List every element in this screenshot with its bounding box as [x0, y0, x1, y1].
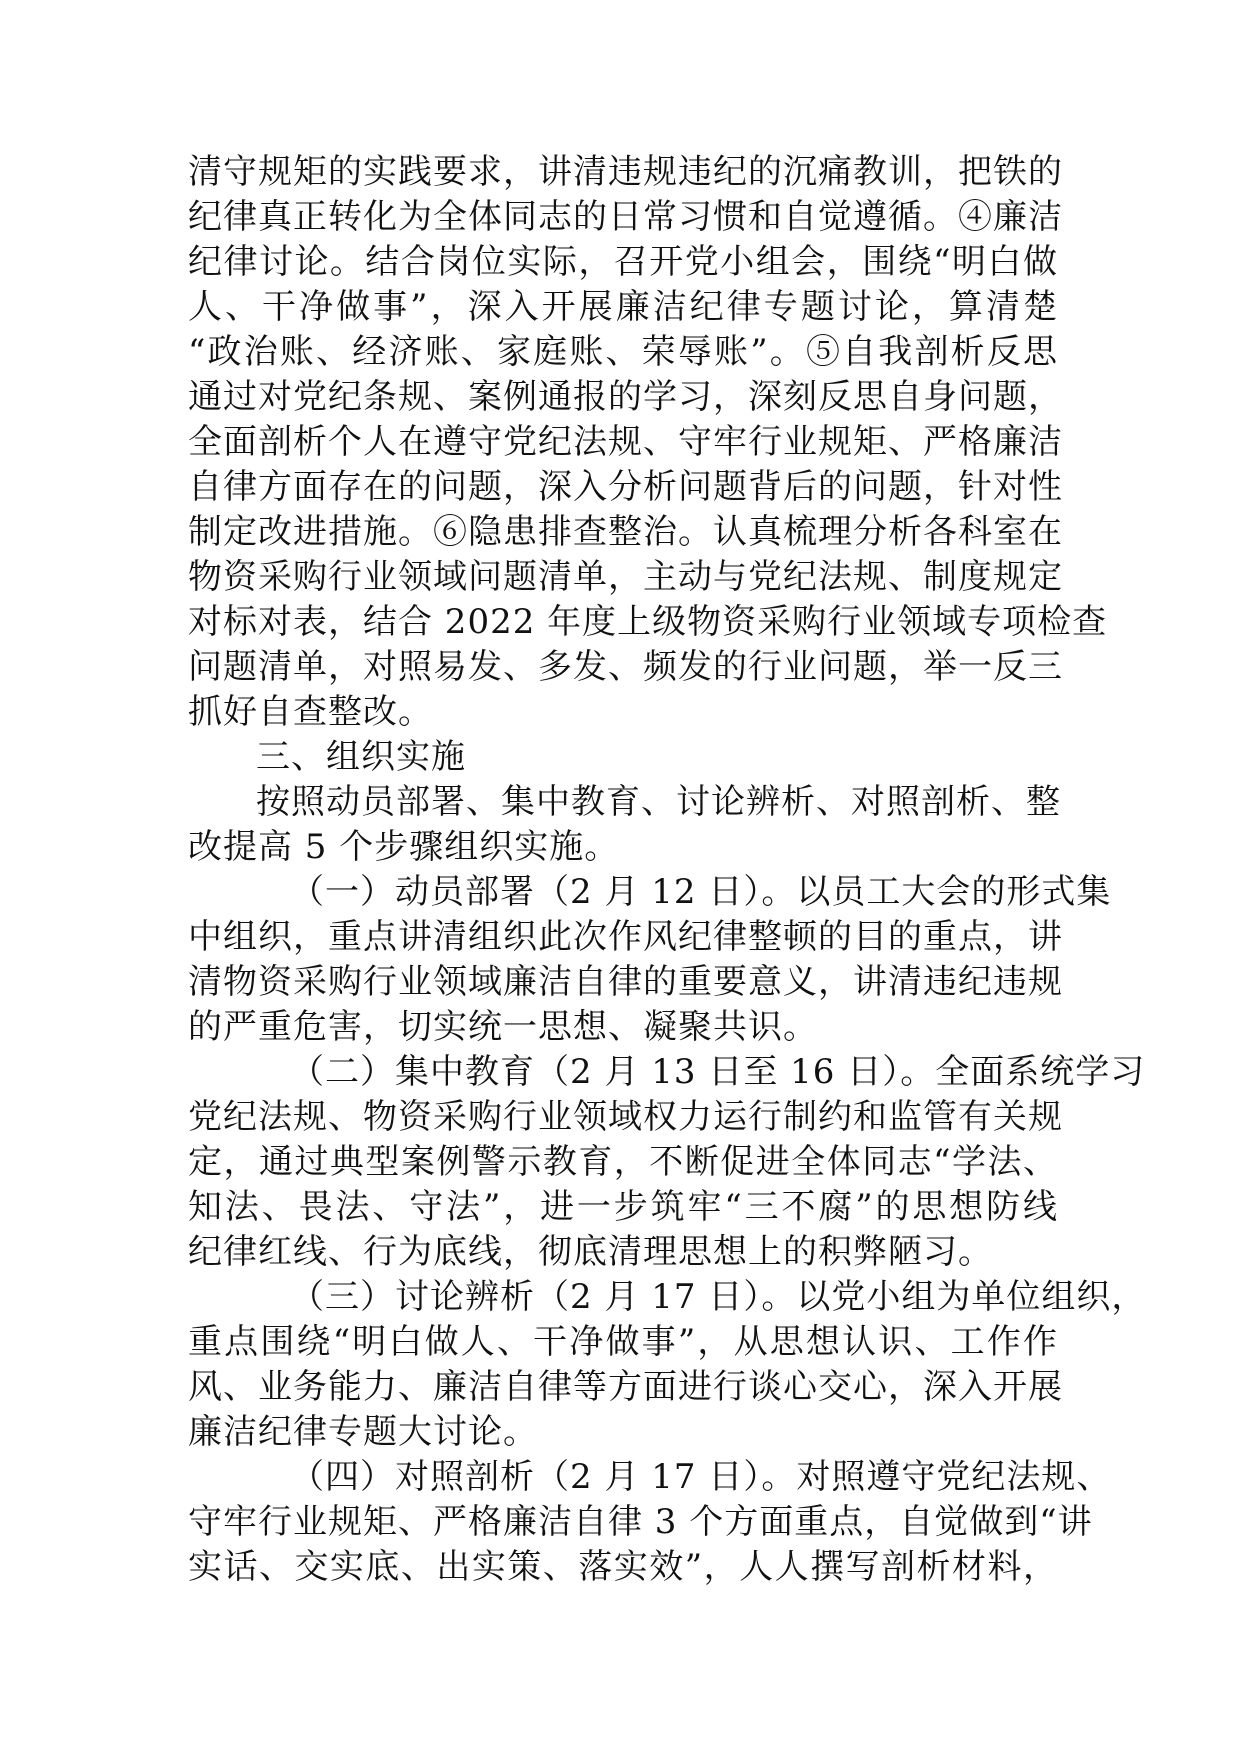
subsection-heading-line: （一）动员部署（2 月 12 日）。以员工大会的形式集: [290, 872, 1112, 912]
body-text-line: 纪律真正转化为全体同志的日常习惯和自觉遵循。④廉洁: [188, 197, 1063, 237]
body-text-line: 清物资采购行业领域廉洁自律的重要意义，讲清违纪违规: [188, 962, 1063, 1002]
body-text-line: 制定改进措施。⑥隐患排查整治。认真梳理分析各科室在: [188, 512, 1063, 552]
body-text-line: 对标对表，结合 2022 年度上级物资采购行业领域专项检查: [188, 602, 1108, 642]
body-text-line: 全面剖析个人在遵守党纪法规、守牢行业规矩、严格廉洁: [188, 422, 1063, 462]
body-text-line: 廉洁纪律专题大讨论。: [188, 1412, 538, 1452]
body-text-line: 抓好自查整改。: [188, 692, 433, 732]
body-text-line: 纪律红线、行为底线，彻底清理思想上的积弊陋习。: [188, 1232, 993, 1272]
body-text-line: 按照动员部署、集中教育、讨论辨析、对照剖析、整: [256, 782, 1061, 822]
subsection-heading-line: （二）集中教育（2 月 13 日至 16 日）。全面系统学习: [290, 1052, 1146, 1092]
body-text-line: 定，通过典型案例警示教育，不断促进全体同志“学法、: [188, 1142, 1058, 1182]
subsection-heading-line: （四）对照剖析（2 月 17 日）。对照遵守党纪法规、: [290, 1457, 1112, 1497]
body-text-line: 清守规矩的实践要求，讲清违规违纪的沉痛教训，把铁的: [188, 152, 1063, 192]
body-text-line: 问题清单，对照易发、多发、频发的行业问题，举一反三: [188, 647, 1063, 687]
body-text-line: “政治账、经济账、家庭账、荣辱账”。⑤自我剖析反思: [188, 332, 1058, 372]
subsection-heading-line: （三）讨论辨析（2 月 17 日）。以党小组为单位组织，: [290, 1277, 1147, 1317]
body-text-line: 知法、畏法、守法”，进一步筑牢“三不腐”的思想防线: [188, 1187, 1058, 1227]
body-text-line: 改提高 5 个步骤组织实施。: [188, 827, 620, 867]
body-text-line: 通过对党纪条规、案例通报的学习，深刻反思自身问题，: [188, 377, 1063, 417]
body-text-line: 实话、交实底、出实策、落实效”，人人撰写剖析材料，: [188, 1547, 1058, 1587]
body-text-line: 守牢行业规矩、严格廉洁自律 3 个方面重点，自觉做到“讲: [188, 1502, 1093, 1542]
body-text-line: 风、业务能力、廉洁自律等方面进行谈心交心，深入开展: [188, 1367, 1063, 1407]
body-text-line: 纪律讨论。结合岗位实际，召开党小组会，围绕“明白做: [188, 242, 1058, 282]
body-text-line: 的严重危害，切实统一思想、凝聚共识。: [188, 1007, 818, 1047]
body-text-line: 人、干净做事”，深入开展廉洁纪律专题讨论，算清楚: [188, 287, 1058, 327]
section-heading: 三、组织实施: [256, 737, 466, 777]
body-text-line: 物资采购行业领域问题清单，主动与党纪法规、制度规定: [188, 557, 1063, 597]
body-text-line: 党纪法规、物资采购行业领域权力运行制约和监管有关规: [188, 1097, 1063, 1137]
document-page: [188, 150, 1147, 1590]
body-text-line: 自律方面存在的问题，深入分析问题背后的问题，针对性: [188, 467, 1063, 507]
body-text-line: 中组织，重点讲清组织此次作风纪律整顿的目的重点，讲: [188, 917, 1063, 957]
body-text-line: 重点围绕“明白做人、干净做事”，从思想认识、工作作: [188, 1322, 1058, 1362]
